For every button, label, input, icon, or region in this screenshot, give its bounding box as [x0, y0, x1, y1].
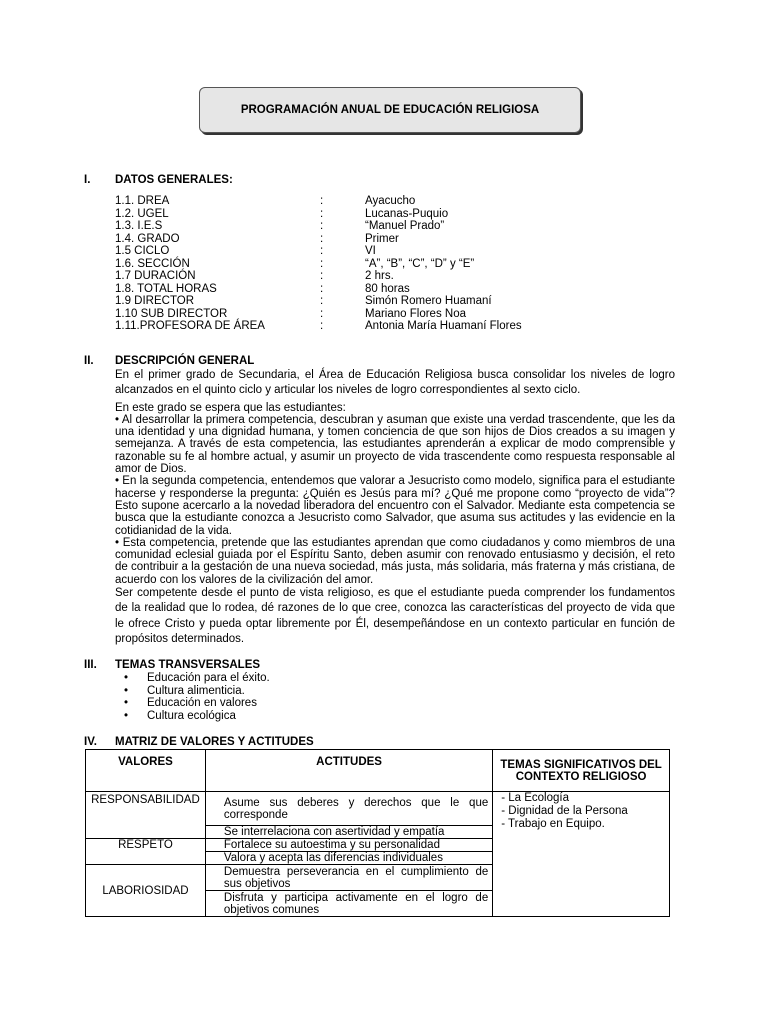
bullet: •	[124, 684, 129, 697]
actitud-cell: Disfruta y participa activamente en el logro de objetivos comunes	[205, 891, 492, 917]
datos-row	[115, 195, 675, 208]
datos-label: 1.9 DIRECTOR	[115, 295, 195, 307]
descripcion-body	[115, 368, 675, 647]
temas-list	[497, 792, 665, 831]
header-temas: TEMAS SIGNIFICATIVOS DEL CONTEXTO RELIGIOSO	[493, 750, 670, 792]
datos-row	[115, 233, 675, 246]
datos-label: 1.1. DREA	[115, 195, 170, 207]
datos-value: Antonia María Huamaní Flores	[365, 320, 522, 332]
document-title: PROGRAMACIÓN ANUAL DE EDUCACIÓN RELIGIOSA	[199, 87, 581, 133]
datos-colon: :	[320, 257, 324, 270]
datos-colon: :	[320, 232, 324, 245]
competencia-bullet: • En la segunda competencia, entendemos que valorar a Jesucristo como modelo, significa para el estudiante hacerse y responderse la pregunta: ¿Quién es Jesús para mí? ¿Qué me propone como “proyecto de vida”? Esto supone acercarlo a la novedad liberadora del encuentro con el Salvador. Mediante esta competencia se busca que la estudiante conozca a Jesucristo como Salvador, que asuma sus actitudes y las evidencie en la cotidianidad de la vida.	[115, 475, 675, 537]
list-item	[124, 685, 270, 698]
datos-row	[115, 208, 675, 221]
datos-colon: :	[320, 195, 324, 207]
list-item-text: Cultura alimenticia.	[147, 684, 245, 697]
actitud-cell: Se interrelaciona con asertividad y empatía	[205, 826, 492, 839]
datos-value: Mariano Flores Noa	[365, 307, 466, 320]
valor-cell: RESPETO	[86, 839, 206, 865]
datos-label: 1.11.PROFESORA DE ÁREA	[115, 320, 265, 332]
datos-colon: :	[320, 270, 324, 282]
header-actitudes: ACTITUDES	[205, 750, 492, 792]
datos-label: 1.8. TOTAL HORAS	[115, 282, 217, 295]
datos-label: 1.4. GRADO	[115, 232, 180, 245]
descripcion-paragraph: En este grado se espera que las estudiantes:	[115, 401, 346, 414]
datos-label: 1.5 CICLO	[115, 245, 170, 257]
actitud-cell: Valora y acepta las diferencias individuales	[205, 852, 492, 865]
competencia-bullet: • Esta competencia, pretende que las estudiantes aprendan que como ciudadanos y como miembros de una comunidad eclesial guiada por el Espíritu Santo, deben asumir con renovado entusiasmo y decisión, el reto de contribuir a la gestación de una nueva sociedad, más justa, más solidaria, más fraterna y más cristiana, de acuerdo con los valores de la civilización del amor.	[115, 536, 675, 586]
actitud-cell: Asume sus deberes y derechos que le que corresponde	[205, 792, 492, 826]
datos-value: Lucanas-Puquio	[365, 207, 449, 220]
list-item-text: Cultura ecológica	[147, 709, 236, 722]
datos-row	[115, 220, 675, 233]
datos-value: 80 horas	[365, 282, 410, 295]
datos-colon: :	[320, 295, 324, 307]
section-number-temas: III.	[84, 659, 97, 671]
list-item	[124, 672, 270, 685]
datos-value: Simón Romero Huamaní	[365, 295, 492, 307]
datos-colon: :	[320, 245, 324, 257]
bullet: •	[124, 672, 129, 684]
datos-row	[115, 295, 675, 308]
section-heading-matriz: MATRIZ DE VALORES Y ACTITUDES	[115, 736, 314, 748]
datos-row	[115, 245, 675, 258]
descripcion-paragraph: En el primer grado de Secundaria, el Área de Educación Religiosa busca consolidar los niveles de logro alcanzados en el quinto ciclo y articular los niveles de logro correspondientes al sexto ciclo.	[115, 369, 675, 397]
datos-row	[115, 320, 675, 333]
list-item: - Dignidad de la Persona	[501, 805, 628, 817]
list-item	[124, 697, 270, 710]
descripcion-paragraph: Ser competente desde el punto de vista religioso, es que el estudiante pueda comprender los fundamentos de la realidad que lo rodea, dé razones de lo que cree, conozca las características del proyecto de vida que le ofrece Cristo y pueda optar libremente por Él, desempeñándose en un contexto particular en función de propósitos determinados.	[115, 587, 675, 645]
datos-row	[115, 270, 675, 283]
section-heading-datos: DATOS GENERALES:	[115, 174, 233, 186]
section-number-datos: I.	[84, 174, 91, 186]
list-item: - Trabajo en Equipo.	[501, 818, 605, 830]
list-item: - La Ecología	[501, 792, 569, 804]
list-item-text: Educación en valores	[147, 697, 257, 710]
header-valores: VALORES	[86, 750, 206, 792]
section-number-matriz: IV.	[84, 736, 98, 748]
datos-row	[115, 308, 675, 321]
datos-row	[115, 258, 675, 271]
datos-value: “Manuel Prado”	[365, 220, 445, 232]
datos-label: 1.2. UGEL	[115, 207, 169, 220]
valor-cell: LABORIOSIDAD	[86, 865, 206, 917]
section-number-descripcion: II.	[84, 355, 94, 367]
datos-colon: :	[320, 320, 324, 332]
datos-value: “A”, “B”, “C”, “D” y “E”	[365, 257, 475, 270]
datos-value: Primer	[365, 232, 399, 245]
datos-row	[115, 283, 675, 296]
list-item	[124, 710, 270, 723]
table-row	[86, 792, 670, 826]
datos-label: 1.10 SUB DIRECTOR	[115, 307, 228, 320]
datos-colon: :	[320, 282, 324, 295]
datos-label: 1.7 DURACIÓN	[115, 270, 196, 282]
datos-label: 1.3. I.E.S	[115, 220, 163, 232]
bullet: •	[124, 709, 129, 722]
datos-label: 1.6. SECCIÓN	[115, 257, 190, 270]
valor-cell: RESPONSABILIDAD	[86, 792, 206, 839]
temas-transversales-list	[124, 672, 270, 722]
temas-cell	[493, 792, 670, 917]
bullet: •	[124, 697, 129, 710]
actitud-cell: Demuestra perseverancia en el cumplimiento de sus objetivos	[205, 865, 492, 891]
datos-colon: :	[320, 307, 324, 320]
datos-value: Ayacucho	[365, 195, 416, 207]
section-heading-descripcion: DESCRIPCIÓN GENERAL	[115, 355, 255, 367]
competencia-bullet: • Al desarrollar la primera competencia, descubran y asuman que existe una verdad trascendente, que les da una identidad y una dignidad humana, y tomen conciencia de que son hijos de Dios creados a su imagen y semejanza. A través de esta competencia, las estudiantes aprenderán a explicar de modo comprensible y razonable su fe al hombre actual, y asumir un proyecto de vida trascendente como respuesta responsable al amor de Dios.	[115, 413, 675, 476]
table-header-row	[86, 750, 670, 792]
datos-colon: :	[320, 220, 324, 232]
actitud-cell: Fortalece su autoestima y su personalidad	[205, 839, 492, 852]
list-item-text: Educación para el éxito.	[147, 672, 270, 684]
section-heading-temas: TEMAS TRANSVERSALES	[115, 659, 261, 671]
datos-colon: :	[320, 207, 324, 220]
datos-value: 2 hrs.	[365, 270, 394, 282]
datos-value: VI	[365, 245, 376, 257]
matriz-table	[85, 749, 670, 917]
datos-generales-list	[115, 195, 675, 333]
